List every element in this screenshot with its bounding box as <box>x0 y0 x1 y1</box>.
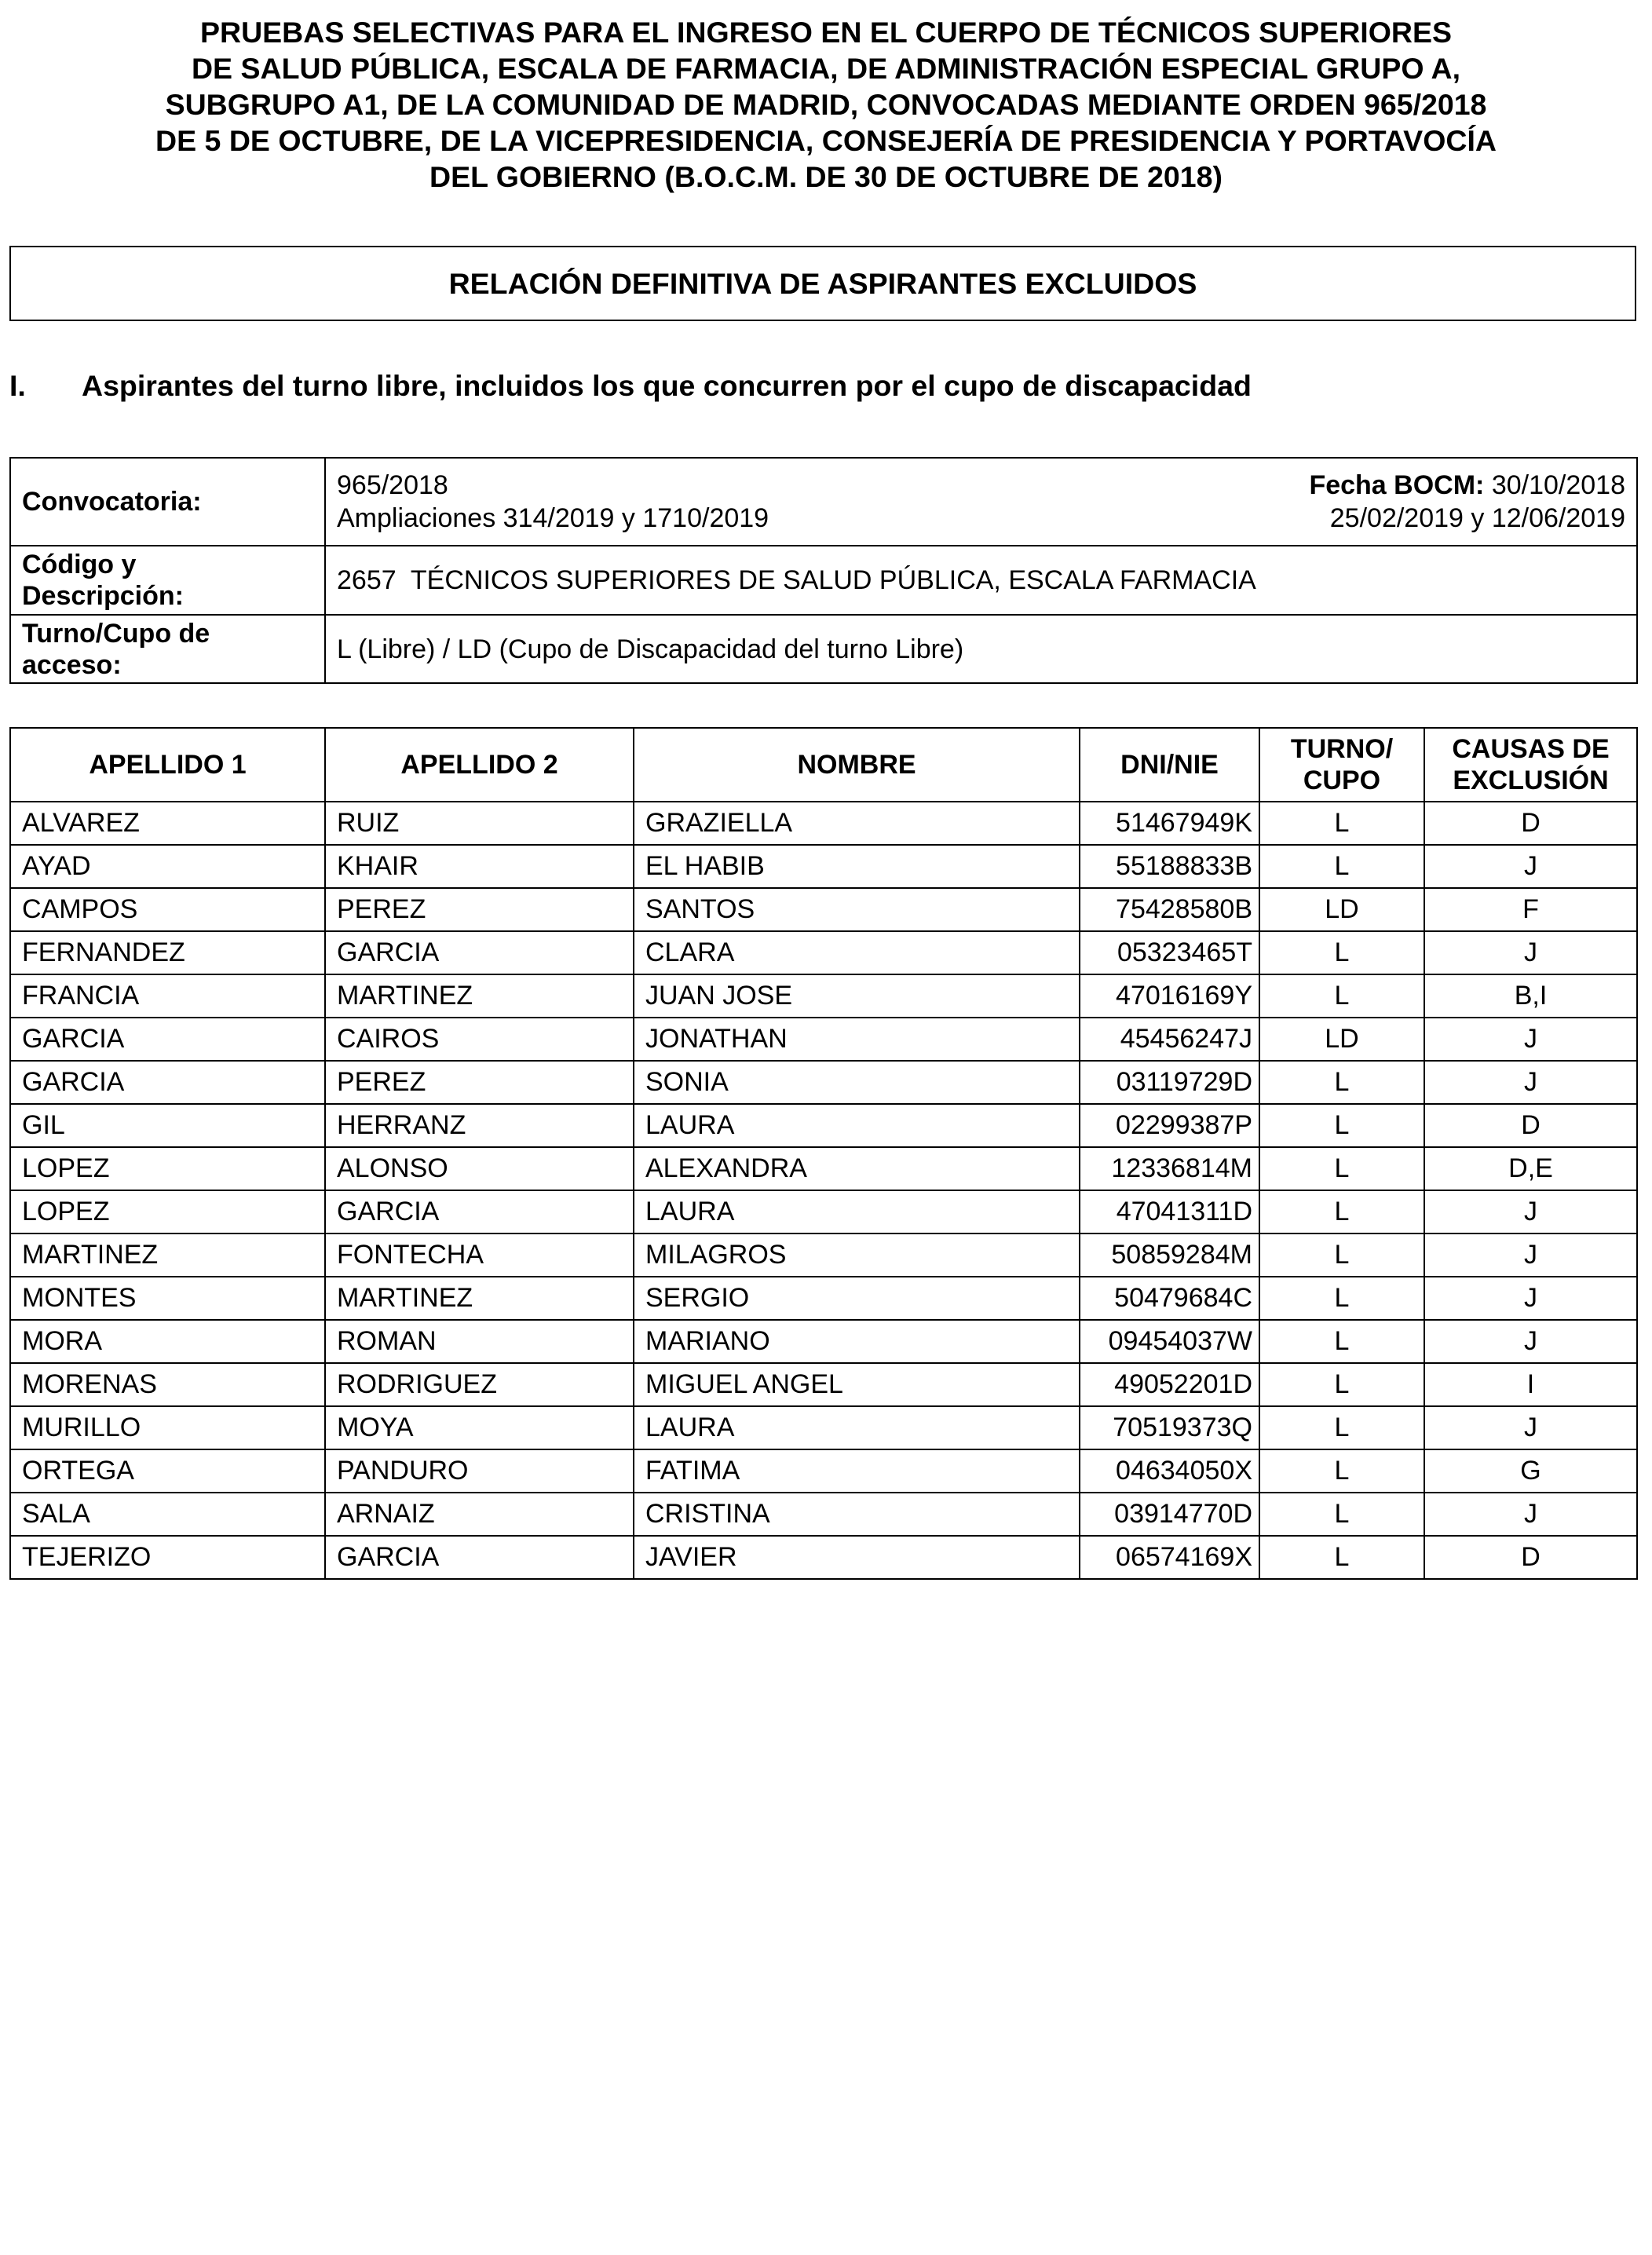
table-row <box>10 1363 1637 1406</box>
cell-causas: G <box>1424 1449 1637 1493</box>
turno-label-cell <box>10 615 325 683</box>
cell-apellido2: ROMAN <box>325 1320 634 1363</box>
cell-causas: J <box>1424 1018 1637 1061</box>
table-row <box>10 1233 1637 1277</box>
cell-apellido2: RUIZ <box>325 802 634 845</box>
excluded-candidates-table <box>9 727 1638 1580</box>
table-row <box>10 888 1637 931</box>
title-line: DEL GOBIERNO (B.O.C.M. DE 30 DE OCTUBRE DE 2018) <box>429 160 1223 193</box>
cell-dni: 12336814M <box>1080 1147 1259 1190</box>
title-line: PRUEBAS SELECTIVAS PARA EL INGRESO EN EL CUERPO DE TÉCNICOS SUPERIORES <box>199 16 1452 49</box>
cell-causas: D,E <box>1424 1147 1637 1190</box>
cell-turno: L <box>1259 1449 1424 1493</box>
cell-dni: 45456247J <box>1080 1018 1259 1061</box>
cell-dni: 02299387P <box>1080 1104 1259 1147</box>
cell-nombre: MILAGROS <box>634 1233 1080 1277</box>
header-causas-line: EXCLUSIÓN <box>1453 766 1609 795</box>
fecha-bocm-value: 30/10/2018 <box>1491 470 1625 500</box>
table-row <box>10 1406 1637 1449</box>
cell-turno: L <box>1259 1320 1424 1363</box>
cell-dni: 47041311D <box>1080 1190 1259 1233</box>
cell-apellido1: FERNANDEZ <box>10 931 325 974</box>
cell-nombre: SERGIO <box>634 1277 1080 1320</box>
codigo-label-cell <box>10 546 325 615</box>
turno-label-line: Turno/Cupo de <box>22 618 210 649</box>
cell-causas: J <box>1424 931 1637 974</box>
cell-apellido2: GARCIA <box>325 931 634 974</box>
table-row <box>10 1147 1637 1190</box>
cell-apellido1: GIL <box>10 1104 325 1147</box>
table-row <box>10 1536 1637 1579</box>
header-apellido1: APELLIDO 1 <box>10 728 325 802</box>
fecha-bocm-label: Fecha BOCM: <box>1309 470 1485 500</box>
header-turno-line: TURNO/ <box>1290 734 1394 764</box>
cell-nombre: EL HABIB <box>634 845 1080 888</box>
table-header-row <box>10 728 1637 802</box>
title-line: SUBGRUPO A1, DE LA COMUNIDAD DE MADRID, CONVOCADAS MEDIANTE ORDEN 965/2018 <box>165 88 1487 121</box>
cell-causas: D <box>1424 802 1637 845</box>
cell-apellido1: TEJERIZO <box>10 1536 325 1579</box>
codigo-label-line: Código y <box>22 550 137 579</box>
cell-dni: 50479684C <box>1080 1277 1259 1320</box>
header-dni: DNI/NIE <box>1080 728 1259 802</box>
table-row <box>10 1277 1637 1320</box>
cell-apellido1: MARTINEZ <box>10 1233 325 1277</box>
cell-turno: L <box>1259 1190 1424 1233</box>
table-row <box>10 1449 1637 1493</box>
cell-nombre: SONIA <box>634 1061 1080 1104</box>
cell-apellido1: FRANCIA <box>10 974 325 1018</box>
cell-causas: J <box>1424 1233 1637 1277</box>
header-turno-line: CUPO <box>1303 766 1381 795</box>
cell-dni: 49052201D <box>1080 1363 1259 1406</box>
cell-dni: 04634050X <box>1080 1449 1259 1493</box>
cell-nombre: GRAZIELLA <box>634 802 1080 845</box>
cell-causas: J <box>1424 1190 1637 1233</box>
cell-causas: B,I <box>1424 974 1637 1018</box>
cell-causas: D <box>1424 1536 1637 1579</box>
codigo-label-line: Descripción: <box>22 581 184 611</box>
cell-apellido1: ORTEGA <box>10 1449 325 1493</box>
cell-nombre: LAURA <box>634 1406 1080 1449</box>
table-row <box>10 931 1637 974</box>
section-number: I. <box>9 369 26 402</box>
convocatoria-number: 965/2018 <box>337 470 448 500</box>
section-heading <box>9 369 1252 403</box>
cell-apellido2: PEREZ <box>325 888 634 931</box>
cell-apellido1: LOPEZ <box>10 1190 325 1233</box>
cell-causas: F <box>1424 888 1637 931</box>
cell-causas: J <box>1424 1061 1637 1104</box>
cell-apellido2: FONTECHA <box>325 1233 634 1277</box>
cell-nombre: LAURA <box>634 1104 1080 1147</box>
table-row <box>10 802 1637 845</box>
cell-turno: L <box>1259 1061 1424 1104</box>
cell-turno: L <box>1259 1493 1424 1536</box>
cell-causas: I <box>1424 1363 1637 1406</box>
table-row <box>10 1061 1637 1104</box>
cell-apellido2: PANDURO <box>325 1449 634 1493</box>
cell-apellido1: MORA <box>10 1320 325 1363</box>
cell-nombre: MARIANO <box>634 1320 1080 1363</box>
cell-turno: L <box>1259 1147 1424 1190</box>
title-line: DE 5 DE OCTUBRE, DE LA VICEPRESIDENCIA, CONSEJERÍA DE PRESIDENCIA Y PORTAVOCÍA <box>155 124 1497 157</box>
cell-apellido2: GARCIA <box>325 1536 634 1579</box>
subtitle-text: RELACIÓN DEFINITIVA DE ASPIRANTES EXCLUIDOS <box>448 266 1197 300</box>
cell-nombre: JUAN JOSE <box>634 974 1080 1018</box>
info-row-convocatoria <box>10 458 1637 546</box>
cell-apellido2: MARTINEZ <box>325 974 634 1018</box>
cell-turno: L <box>1259 1233 1424 1277</box>
cell-nombre: JAVIER <box>634 1536 1080 1579</box>
cell-apellido2: ALONSO <box>325 1147 634 1190</box>
cell-turno: L <box>1259 1363 1424 1406</box>
table-row <box>10 1493 1637 1536</box>
table-row <box>10 974 1637 1018</box>
cell-turno: L <box>1259 845 1424 888</box>
cell-nombre: SANTOS <box>634 888 1080 931</box>
cell-apellido1: LOPEZ <box>10 1147 325 1190</box>
cell-apellido1: MONTES <box>10 1277 325 1320</box>
cell-causas: J <box>1424 1406 1637 1449</box>
cell-nombre: LAURA <box>634 1190 1080 1233</box>
cell-dni: 09454037W <box>1080 1320 1259 1363</box>
cell-turno: L <box>1259 931 1424 974</box>
cell-nombre: ALEXANDRA <box>634 1147 1080 1190</box>
cell-apellido2: ARNAIZ <box>325 1493 634 1536</box>
convocatoria-info-table <box>9 457 1638 684</box>
convocatoria-label: Convocatoria: <box>10 458 325 546</box>
cell-apellido2: PEREZ <box>325 1061 634 1104</box>
cell-apellido1: AYAD <box>10 845 325 888</box>
convocatoria-value-cell <box>325 458 1637 546</box>
cell-dni: 55188833B <box>1080 845 1259 888</box>
cell-apellido2: HERRANZ <box>325 1104 634 1147</box>
cell-nombre: CLARA <box>634 931 1080 974</box>
cell-apellido1: ALVAREZ <box>10 802 325 845</box>
cell-apellido1: GARCIA <box>10 1018 325 1061</box>
cell-apellido1: CAMPOS <box>10 888 325 931</box>
cell-dni: 47016169Y <box>1080 974 1259 1018</box>
cell-nombre: MIGUEL ANGEL <box>634 1363 1080 1406</box>
info-row-codigo <box>10 546 1637 615</box>
cell-nombre: JONATHAN <box>634 1018 1080 1061</box>
header-turno <box>1259 728 1424 802</box>
cell-apellido2: GARCIA <box>325 1190 634 1233</box>
cell-turno: L <box>1259 1536 1424 1579</box>
cell-apellido1: SALA <box>10 1493 325 1536</box>
cell-dni: 03914770D <box>1080 1493 1259 1536</box>
cell-causas: J <box>1424 1277 1637 1320</box>
turno-value: L (Libre) / LD (Cupo de Discapacidad del turno Libre) <box>325 615 1637 683</box>
cell-dni: 51467949K <box>1080 802 1259 845</box>
subtitle-box <box>9 246 1636 321</box>
cell-apellido1: GARCIA <box>10 1061 325 1104</box>
cell-dni: 50859284M <box>1080 1233 1259 1277</box>
turno-label-line: acceso: <box>22 649 122 680</box>
table-row <box>10 1018 1637 1061</box>
table-row <box>10 1320 1637 1363</box>
cell-turno: LD <box>1259 1018 1424 1061</box>
cell-apellido2: CAIROS <box>325 1018 634 1061</box>
cell-dni: 03119729D <box>1080 1061 1259 1104</box>
cell-apellido1: MURILLO <box>10 1406 325 1449</box>
cell-dni: 05323465T <box>1080 931 1259 974</box>
cell-dni: 06574169X <box>1080 1536 1259 1579</box>
table-row <box>10 1104 1637 1147</box>
cell-turno: LD <box>1259 888 1424 931</box>
cell-apellido2: MOYA <box>325 1406 634 1449</box>
cell-apellido2: MARTINEZ <box>325 1277 634 1320</box>
header-causas <box>1424 728 1637 802</box>
fecha-bocm-ampliaciones: 25/02/2019 y 12/06/2019 <box>1329 503 1625 533</box>
header-nombre: NOMBRE <box>634 728 1080 802</box>
info-row-turno <box>10 615 1637 683</box>
document-title <box>47 14 1605 195</box>
header-apellido2: APELLIDO 2 <box>325 728 634 802</box>
cell-apellido2: KHAIR <box>325 845 634 888</box>
cell-turno: L <box>1259 802 1424 845</box>
cell-turno: L <box>1259 1277 1424 1320</box>
cell-nombre: CRISTINA <box>634 1493 1080 1536</box>
cell-turno: L <box>1259 1406 1424 1449</box>
table-row <box>10 1190 1637 1233</box>
cell-apellido2: RODRIGUEZ <box>325 1363 634 1406</box>
header-causas-line: CAUSAS DE <box>1452 734 1610 764</box>
convocatoria-ampliaciones: Ampliaciones 314/2019 y 1710/2019 <box>337 503 769 533</box>
cell-dni: 75428580B <box>1080 888 1259 931</box>
table-row <box>10 845 1637 888</box>
title-line: DE SALUD PÚBLICA, ESCALA DE FARMACIA, DE ADMINISTRACIÓN ESPECIAL GRUPO A, <box>191 52 1461 85</box>
section-text: Aspirantes del turno libre, incluidos los que concurren por el cupo de discapacidad <box>82 369 1252 402</box>
cell-causas: J <box>1424 1320 1637 1363</box>
cell-turno: L <box>1259 1104 1424 1147</box>
cell-causas: J <box>1424 1493 1637 1536</box>
cell-nombre: FATIMA <box>634 1449 1080 1493</box>
cell-causas: D <box>1424 1104 1637 1147</box>
cell-apellido1: MORENAS <box>10 1363 325 1406</box>
cell-dni: 70519373Q <box>1080 1406 1259 1449</box>
cell-turno: L <box>1259 974 1424 1018</box>
cell-causas: J <box>1424 845 1637 888</box>
codigo-value: 2657 TÉCNICOS SUPERIORES DE SALUD PÚBLICA, ESCALA FARMACIA <box>325 546 1637 615</box>
